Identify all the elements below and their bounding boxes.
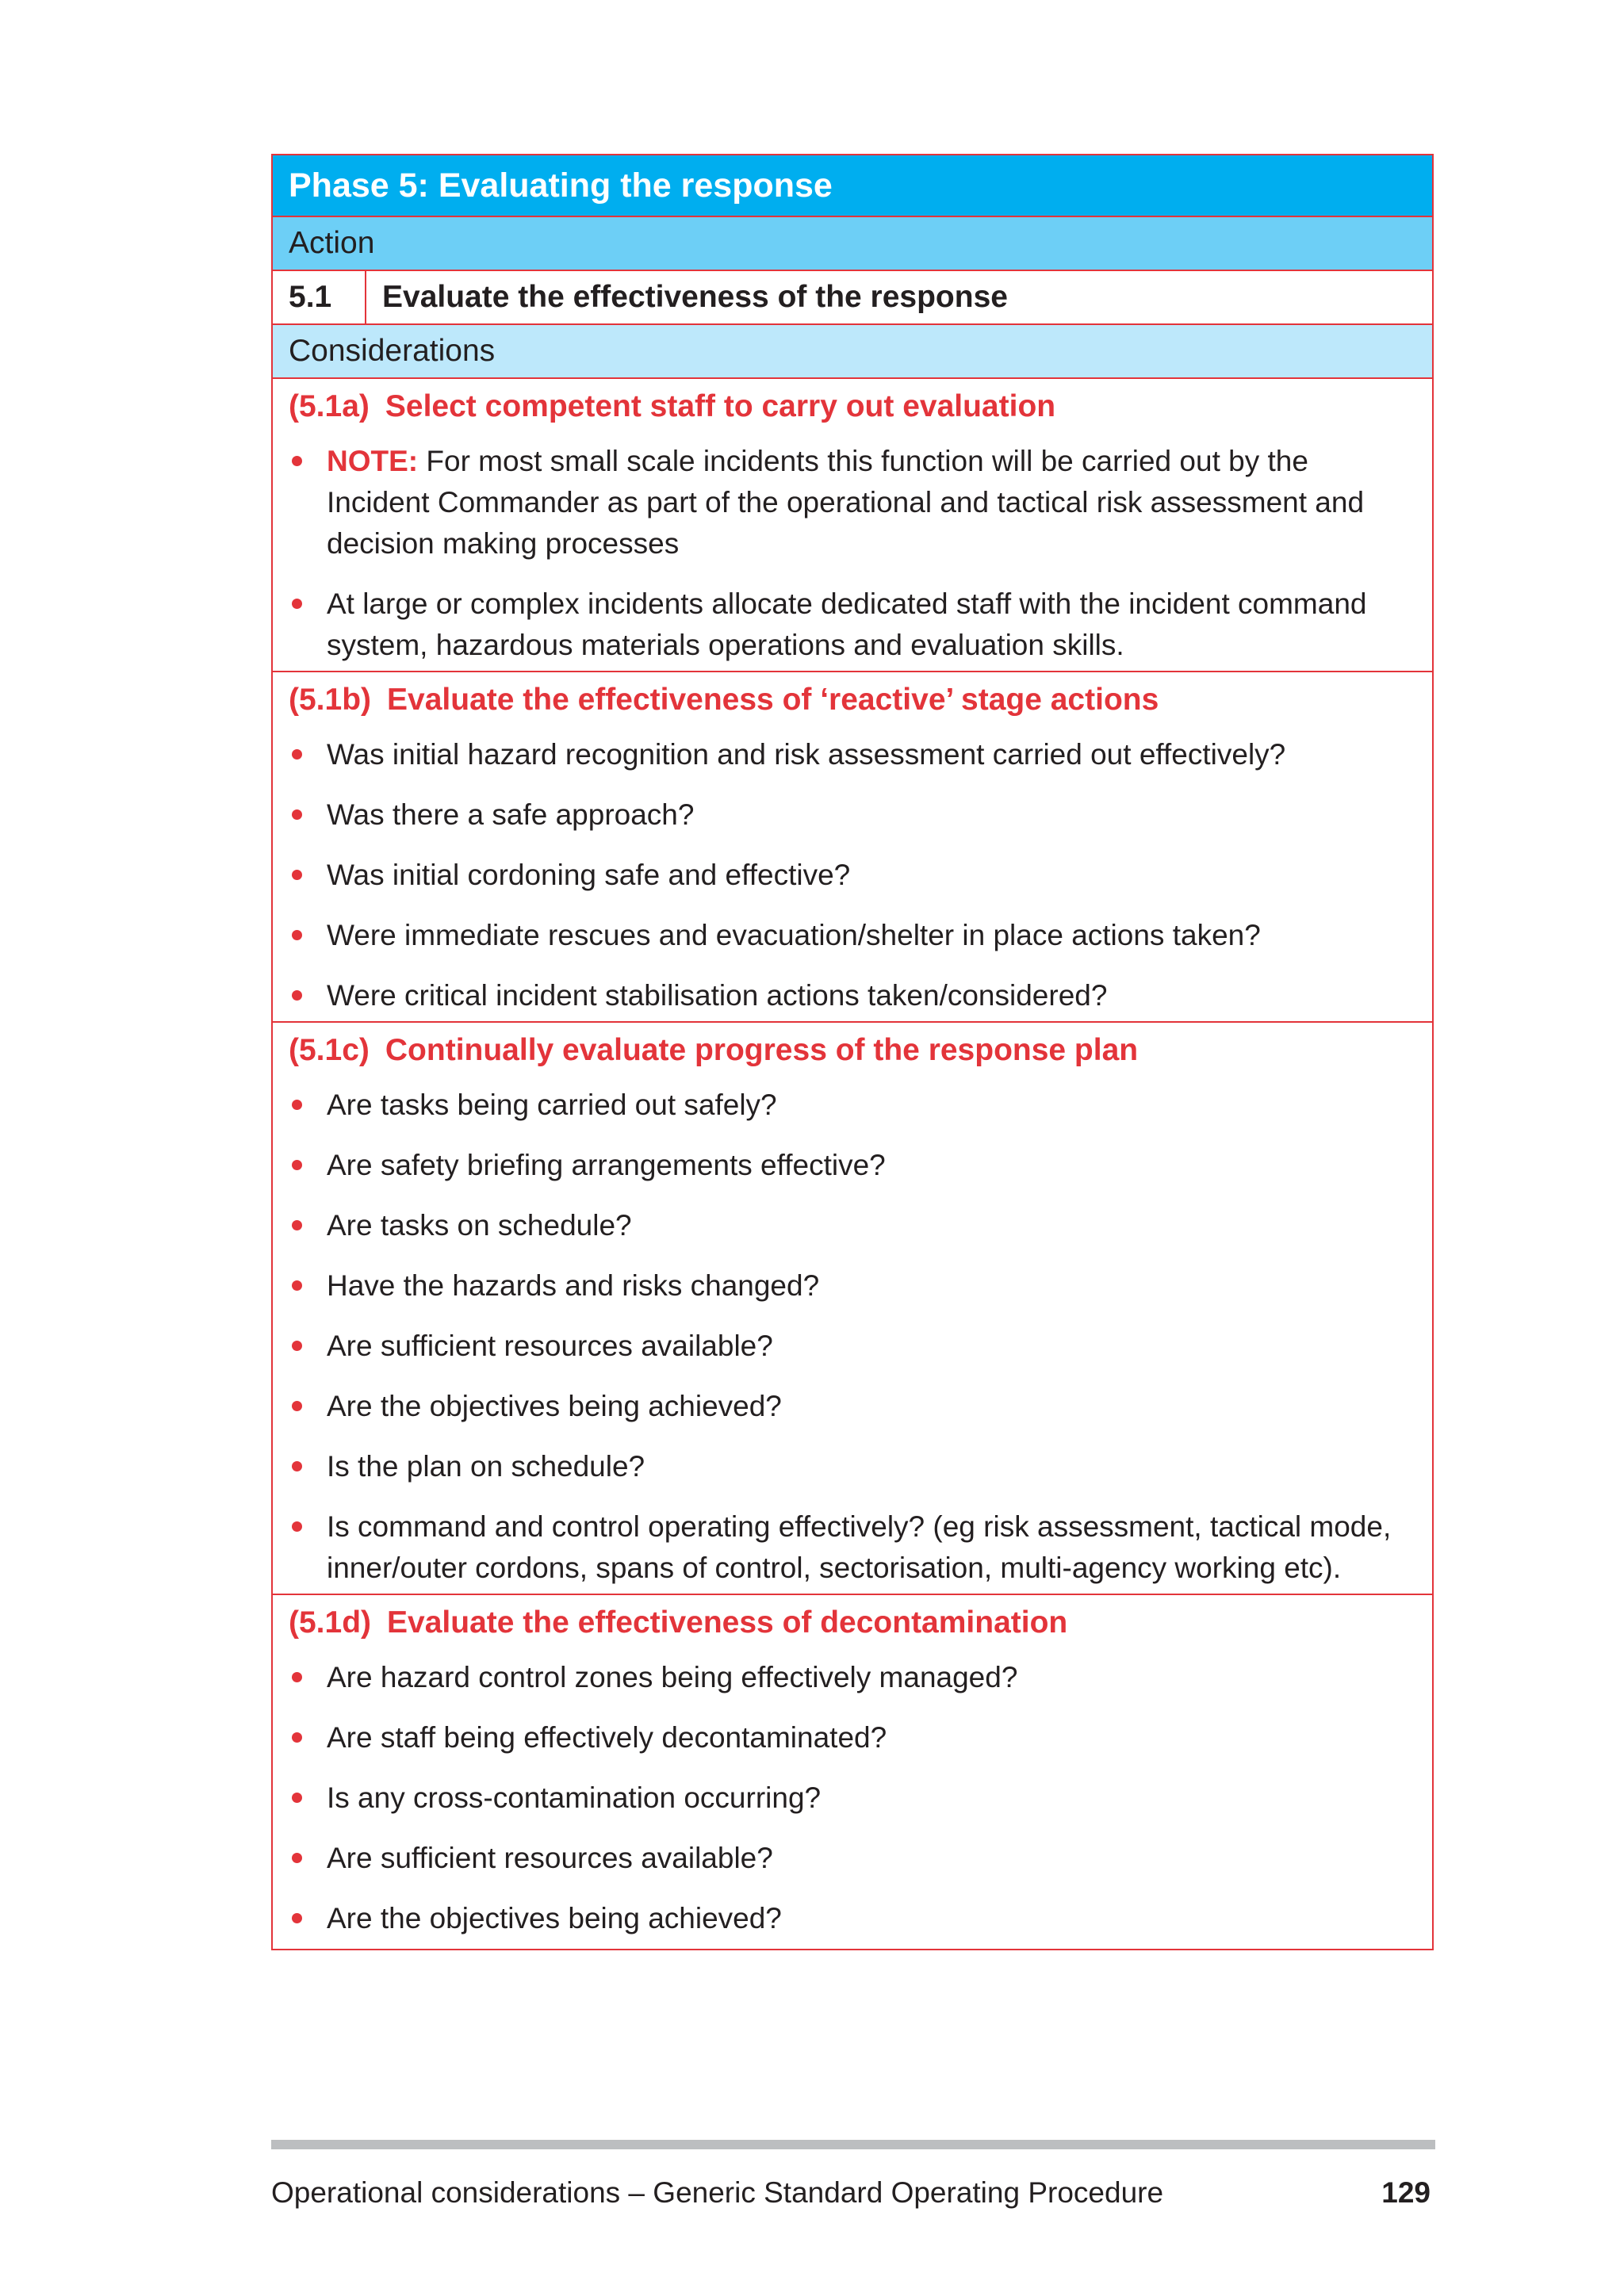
list-item xyxy=(289,1446,1416,1487)
list-item xyxy=(289,794,1416,836)
bullet-list xyxy=(289,1085,1416,1589)
list-item-text: Are hazard control zones being effectively managed? xyxy=(327,1661,1018,1693)
section-code: (5.1d) xyxy=(289,1605,372,1640)
list-item xyxy=(289,1386,1416,1427)
list-item-text: Are staff being effectively decontaminated? xyxy=(327,1721,887,1754)
list-item-text: Is the plan on schedule? xyxy=(327,1450,645,1483)
bullet-icon xyxy=(292,1793,302,1803)
list-item-text: Are safety briefing arrangements effective? xyxy=(327,1149,886,1181)
bullet-icon xyxy=(292,1461,302,1471)
section-heading: Continually evaluate progress of the response plan xyxy=(385,1033,1139,1067)
action-header: Action xyxy=(273,217,1432,271)
action-number: 5.1 xyxy=(273,271,366,323)
bullet-icon xyxy=(292,749,302,760)
bullet-list xyxy=(289,441,1416,666)
section-code: (5.1c) xyxy=(289,1033,370,1067)
list-item-text: Are sufficient resources available? xyxy=(327,1842,773,1874)
section-title xyxy=(289,1595,1416,1651)
list-item xyxy=(289,1838,1416,1879)
section-title xyxy=(289,1023,1416,1078)
bullet-icon xyxy=(292,1220,302,1230)
list-item xyxy=(289,915,1416,956)
section-5-1b xyxy=(273,672,1432,1023)
bullet-icon xyxy=(292,930,302,940)
list-item xyxy=(289,441,1416,564)
bullet-icon xyxy=(292,1100,302,1110)
bullet-icon xyxy=(292,1341,302,1351)
list-item xyxy=(289,1657,1416,1698)
bullet-icon xyxy=(292,599,302,609)
phase-title: Phase 5: Evaluating the response xyxy=(273,155,1432,217)
page-number: 129 xyxy=(1381,2176,1431,2209)
section-title xyxy=(289,672,1416,728)
bullet-icon xyxy=(292,990,302,1001)
section-code: (5.1b) xyxy=(289,683,372,717)
list-item-text: Was there a safe approach? xyxy=(327,798,695,831)
list-item-text: For most small scale incidents this function will be carried out by the Incident Commander as part of the operational and tactical risk assessment and decision making processes xyxy=(327,445,1365,560)
list-item-text: Were critical incident stabilisation actions taken/considered? xyxy=(327,979,1108,1012)
list-item-text: Are tasks on schedule? xyxy=(327,1209,632,1242)
list-item xyxy=(289,1898,1416,1939)
section-5-1d xyxy=(273,1595,1432,1949)
list-item xyxy=(289,1506,1416,1589)
bullet-list xyxy=(289,734,1416,1016)
section-5-1c xyxy=(273,1023,1432,1595)
list-item xyxy=(289,1777,1416,1819)
section-heading: Evaluate the effectiveness of ‘reactive’ stage actions xyxy=(387,683,1159,717)
list-item xyxy=(289,975,1416,1016)
section-heading: Select competent staff to carry out evaluation xyxy=(385,389,1056,423)
note-label: NOTE: xyxy=(327,445,419,477)
list-item xyxy=(289,1265,1416,1307)
bullet-icon xyxy=(292,1160,302,1170)
bullet-list xyxy=(289,1657,1416,1939)
section-heading: Evaluate the effectiveness of decontamination xyxy=(387,1605,1068,1640)
bullet-icon xyxy=(292,1280,302,1291)
list-item xyxy=(289,855,1416,896)
bullet-icon xyxy=(292,1521,302,1532)
list-item xyxy=(289,1205,1416,1246)
bullet-icon xyxy=(292,809,302,820)
sop-table xyxy=(271,154,1434,1950)
list-item-text: Is command and control operating effectively? (eg risk assessment, tactical mode, inner/outer cordons, spans of control, sectorisation, multi-agency working etc). xyxy=(327,1510,1392,1584)
section-code: (5.1a) xyxy=(289,389,370,423)
bullet-icon xyxy=(292,1401,302,1411)
list-item-text: Are the objectives being achieved? xyxy=(327,1902,782,1934)
bullet-icon xyxy=(292,1853,302,1863)
bullet-icon xyxy=(292,1732,302,1743)
considerations-header: Considerations xyxy=(273,325,1432,379)
list-item xyxy=(289,1326,1416,1367)
action-row xyxy=(273,271,1432,325)
list-item xyxy=(289,584,1416,666)
bullet-icon xyxy=(292,456,302,466)
list-item-text: Was initial hazard recognition and risk assessment carried out effectively? xyxy=(327,738,1286,771)
list-item-text: Is any cross-contamination occurring? xyxy=(327,1781,822,1814)
section-5-1a xyxy=(273,379,1432,672)
section-title xyxy=(289,379,1416,434)
footer-title: Operational considerations – Generic Standard Operating Procedure xyxy=(271,2176,1164,2209)
list-item xyxy=(289,1717,1416,1758)
list-item-text: Were immediate rescues and evacuation/shelter in place actions taken? xyxy=(327,919,1261,951)
list-item-text: Are sufficient resources available? xyxy=(327,1330,773,1362)
list-item xyxy=(289,1085,1416,1126)
bullet-icon xyxy=(292,870,302,880)
list-item-text: Are tasks being carried out safely? xyxy=(327,1089,777,1121)
list-item xyxy=(289,1145,1416,1186)
bullet-icon xyxy=(292,1913,302,1923)
list-item xyxy=(289,734,1416,775)
list-item-text: Have the hazards and risks changed? xyxy=(327,1269,820,1302)
footer-divider xyxy=(271,2140,1435,2149)
list-item-text: Was initial cordoning safe and effective? xyxy=(327,859,851,891)
action-text: Evaluate the effectiveness of the response xyxy=(382,280,1008,314)
list-item-text: At large or complex incidents allocate dedicated staff with the incident command system, hazardous materials operations and evaluation skills. xyxy=(327,587,1367,661)
list-item-text: Are the objectives being achieved? xyxy=(327,1390,782,1422)
bullet-icon xyxy=(292,1672,302,1682)
